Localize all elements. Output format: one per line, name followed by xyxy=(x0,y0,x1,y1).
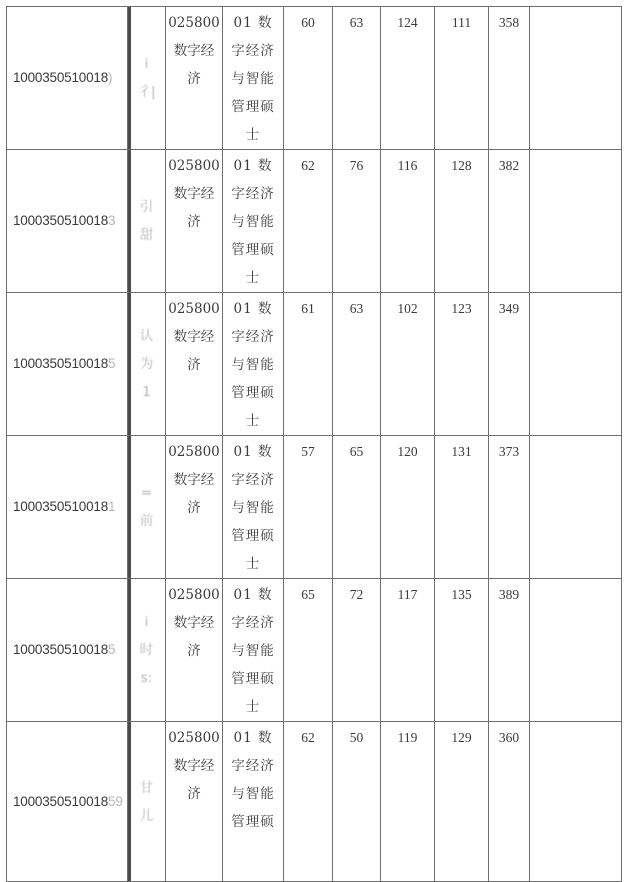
student-name-fragment: 1 xyxy=(142,384,151,400)
table-row xyxy=(7,436,622,579)
research-direction-line: 与智能 xyxy=(231,357,275,373)
research-direction-line: 字经济 xyxy=(231,329,275,345)
research-direction-line: 与智能 xyxy=(231,71,275,87)
research-direction-line: 字经济 xyxy=(231,186,275,202)
research-direction-line: 士 xyxy=(245,127,261,143)
student-id-cell xyxy=(7,579,128,722)
major-name-line: 数字经 xyxy=(173,329,215,345)
student-id-cell xyxy=(7,293,128,436)
politics-score: 65 xyxy=(284,579,333,722)
student-id-masked-digits: 3 xyxy=(108,213,116,228)
research-direction-line: 字经济 xyxy=(231,758,275,774)
research-direction-line: 管理硕 xyxy=(231,814,275,830)
research-direction-cell xyxy=(223,722,284,882)
major-cell xyxy=(166,7,223,150)
major-code: 025800 xyxy=(168,444,220,460)
student-name-fragment: i xyxy=(144,614,149,630)
research-direction-line: 01 数 xyxy=(233,730,273,746)
student-name-cell xyxy=(128,722,166,882)
redaction-bar xyxy=(128,722,131,881)
remarks-cell xyxy=(530,579,622,722)
math-score: 124 xyxy=(381,7,435,150)
redaction-bar xyxy=(128,579,131,721)
student-name-fragment: 引 xyxy=(139,199,154,215)
student-name-fragment: i xyxy=(144,56,149,72)
math-score: 116 xyxy=(381,150,435,293)
table-row xyxy=(7,7,622,150)
research-direction-line: 01 数 xyxy=(233,301,273,317)
major-code: 025800 xyxy=(168,730,220,746)
student-id: 1000350510018 xyxy=(13,70,109,85)
student-name-fragment: 甘 xyxy=(139,779,154,796)
student-name-cell xyxy=(128,436,166,579)
student-id-cell xyxy=(7,722,128,882)
remarks-cell xyxy=(530,722,622,882)
research-direction-cell xyxy=(223,150,284,293)
math-score: 117 xyxy=(381,579,435,722)
major-name-line: 济 xyxy=(187,643,201,659)
research-direction-line: 管理硕 xyxy=(231,99,275,115)
student-name-cell xyxy=(128,293,166,436)
professional-score: 111 xyxy=(435,7,489,150)
major-cell xyxy=(166,436,223,579)
redaction-bar xyxy=(128,293,131,435)
redaction-bar xyxy=(128,150,131,292)
student-name-fragment: 时 xyxy=(139,642,154,658)
remarks-cell xyxy=(530,7,622,150)
total-score: 360 xyxy=(489,722,530,882)
student-name-cell xyxy=(128,579,166,722)
table-row xyxy=(7,579,622,722)
research-direction-line: 士 xyxy=(245,699,261,715)
student-id: 1000350510018 xyxy=(13,642,109,657)
student-id-cell xyxy=(7,150,128,293)
student-name-fragment: s: xyxy=(140,670,153,686)
student-id-masked-digits: 5 xyxy=(108,356,116,371)
student-id: 1000350510018 xyxy=(13,793,109,809)
major-name-line: 济 xyxy=(187,71,201,87)
research-direction-cell xyxy=(223,436,284,579)
student-name-fragment: 甜 xyxy=(139,227,154,243)
research-direction-line: 管理硕 xyxy=(231,671,275,687)
major-cell xyxy=(166,293,223,436)
research-direction-cell xyxy=(223,293,284,436)
total-score: 373 xyxy=(489,436,530,579)
student-id: 1000350510018 xyxy=(13,499,109,514)
table-row xyxy=(7,150,622,293)
student-id: 1000350510018 xyxy=(13,213,109,228)
remarks-cell xyxy=(530,293,622,436)
research-direction-line: 与智能 xyxy=(231,643,275,659)
student-id-masked-digits: ) xyxy=(108,70,113,85)
english-score: 50 xyxy=(333,722,381,882)
research-direction-line: 管理硕 xyxy=(231,528,275,544)
major-name-line: 济 xyxy=(187,786,201,802)
research-direction-cell xyxy=(223,579,284,722)
student-id-cell xyxy=(7,436,128,579)
major-cell xyxy=(166,150,223,293)
major-name-line: 数字经 xyxy=(173,186,215,202)
student-name-fragment: 前 xyxy=(139,513,154,529)
research-direction-line: 与智能 xyxy=(231,214,275,230)
student-id-masked-digits: 5 xyxy=(108,642,116,657)
professional-score: 123 xyxy=(435,293,489,436)
major-cell xyxy=(166,579,223,722)
student-id: 1000350510018 xyxy=(13,356,109,371)
research-direction-cell xyxy=(223,7,284,150)
research-direction-line: 与智能 xyxy=(231,786,275,802)
english-score: 63 xyxy=(333,293,381,436)
research-direction-line: 管理硕 xyxy=(231,385,275,401)
professional-score: 128 xyxy=(435,150,489,293)
major-name-line: 济 xyxy=(187,500,201,516)
politics-score: 61 xyxy=(284,293,333,436)
professional-score: 129 xyxy=(435,722,489,882)
research-direction-line: 字经济 xyxy=(231,472,275,488)
math-score: 119 xyxy=(381,722,435,882)
remarks-cell xyxy=(530,150,622,293)
major-name-line: 数字经 xyxy=(173,615,215,631)
english-score: 65 xyxy=(333,436,381,579)
student-name-fragment: 儿 xyxy=(139,807,154,824)
research-direction-line: 01 数 xyxy=(233,587,273,603)
english-score: 63 xyxy=(333,7,381,150)
table-row xyxy=(7,293,622,436)
total-score: 358 xyxy=(489,7,530,150)
politics-score: 57 xyxy=(284,436,333,579)
student-name-cell xyxy=(128,7,166,150)
total-score: 389 xyxy=(489,579,530,722)
math-score: 102 xyxy=(381,293,435,436)
politics-score: 62 xyxy=(284,722,333,882)
table-body xyxy=(7,7,622,882)
professional-score: 135 xyxy=(435,579,489,722)
major-name-line: 数字经 xyxy=(173,472,215,488)
politics-score: 60 xyxy=(284,7,333,150)
major-name-line: 数字经 xyxy=(173,758,215,774)
politics-score: 62 xyxy=(284,150,333,293)
major-code: 025800 xyxy=(168,587,220,603)
student-id-masked-digits: 59 xyxy=(108,793,123,809)
research-direction-line: 01 数 xyxy=(233,444,273,460)
student-id-cell xyxy=(7,7,128,150)
english-score: 76 xyxy=(333,150,381,293)
research-direction-line: 01 数 xyxy=(233,158,273,174)
research-direction-line: 士 xyxy=(245,556,261,572)
total-score: 349 xyxy=(489,293,530,436)
student-name-fragment: 为 xyxy=(139,356,154,372)
major-code: 025800 xyxy=(168,15,220,31)
redaction-bar xyxy=(128,436,131,578)
student-id-masked-digits: 1 xyxy=(108,499,116,514)
professional-score: 131 xyxy=(435,436,489,579)
student-name-fragment: = xyxy=(140,485,153,501)
research-direction-line: 管理硕 xyxy=(231,242,275,258)
research-direction-line: 01 数 xyxy=(233,15,273,31)
research-direction-line: 与智能 xyxy=(231,500,275,516)
major-cell xyxy=(166,722,223,882)
math-score: 120 xyxy=(381,436,435,579)
research-direction-line: 士 xyxy=(245,270,261,286)
redaction-bar xyxy=(128,7,131,149)
student-name-fragment: 认 xyxy=(139,328,154,344)
table-row xyxy=(7,722,622,882)
research-direction-line: 士 xyxy=(245,413,261,429)
research-direction-line: 字经济 xyxy=(231,615,275,631)
student-name-cell xyxy=(128,150,166,293)
english-score: 72 xyxy=(333,579,381,722)
score-table xyxy=(6,6,622,882)
total-score: 382 xyxy=(489,150,530,293)
research-direction-line: 字经济 xyxy=(231,43,275,59)
major-name-line: 济 xyxy=(187,214,201,230)
student-name-fragment: 彳| xyxy=(137,84,156,100)
major-code: 025800 xyxy=(168,301,220,317)
remarks-cell xyxy=(530,436,622,579)
major-code: 025800 xyxy=(168,158,220,174)
major-name-line: 济 xyxy=(187,357,201,373)
major-name-line: 数字经 xyxy=(173,43,215,59)
